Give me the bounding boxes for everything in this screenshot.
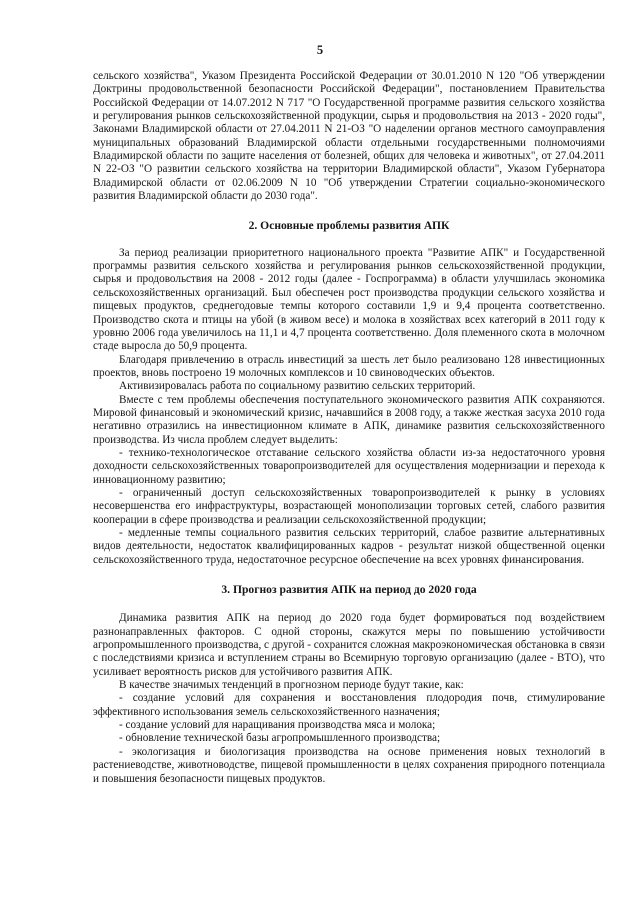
section-3-heading: 3. Прогноз развития АПК на период до 2020 года [221,583,477,597]
section-2-body [93,247,605,567]
list-item: - технико-технологическое отставание сельского хозяйства области из-за недостаточного уровня доходности сельскохозяйственных товаропроизводителей для осуществления модернизации и перехода к инновационному развитию; [93,446,605,486]
paragraph: Вместе с тем проблемы обеспечения поступательного экономического развития АПК сохраняются. Мировой финансовый и экономический кризис, начавшийся в 2008 году, а также жесткая засуха 2010 года негативно отразились на инвестиционном климате в АПК, динамике развития сельскохозяйственного производства. Из числа проблем следует выделить: [93,393,605,446]
list-item: - ограниченный доступ сельскохозяйственных товаропроизводителей к рынку в условиях несовершенства его инфраструктуры, возрастающей монополизации торговых сетей, слабого развития кооперации в сфере производства и реализации сельскохозяйственной продукции; [93,486,605,526]
intro-paragraph: сельского хозяйства", Указом Президента Российской Федерации от 30.01.2010 N 120 "Об утверждении Доктрины продовольственной безопасности Российской Федерации", постановлением Правительства Российской Федерации от 14.07.2012 N 717 "О Государственной программе развития сельского хозяйства и регулирования рынков сельскохозяйственной продукции, сырья и продовольствия на 2013 - 2020 годы", Законами Владимирской области от 27.04.2011 N 21-ОЗ "О наделении органов местного самоуправления муниципальных образований Владимирской области отдельными государственными полномочиями Владимирской области по защите населения от болезней, общих для человека и животных", от 27.04.2011 N 22-ОЗ "О развитии сельского хозяйства на территории Владимирской области", Указом Губернатора Владимирской области от 02.06.2009 N 10 "Об утверждении Стратегии социально-экономического развития Владимирской области до 2030 года". [93,70,605,203]
list-item: - создание условий для наращивания производства мяса и молока; [119,719,436,732]
page-number: 5 [316,43,324,57]
list-item: - создание условий для сохранения и восстановления плодородия почв, стимулирование эффективного использования земель сельскохозяйственного назначения; [93,692,605,718]
section-2-heading: 2. Основные проблемы развития АПК [248,219,450,233]
paragraph: Благодаря привлечению в отрасль инвестиций за шесть лет было реализовано 128 инвестиционных проектов, вновь построено 19 молочных комплексов и 10 свиноводческих объектов. [93,353,605,379]
section-3-body [93,612,605,785]
paragraph: За период реализации приоритетного национального проекта "Развитие АПК" и Государственной программы развития сельского хозяйства и регулирования рынков сельскохозяйственной продукции, сырья и продовольствия на 2008 - 2012 годы (далее - Госпрограмма) в области улучшилась экономика сельскохозяйственных организаций. Был обеспечен рост производства продукции сельского хозяйства и пищевых продуктов, среднегодовые темпы которого составили 1,9 и 9,4 процента соответственно. Производство скота и птицы на убой (в живом весе) и молока в хозяйствах всех категорий в 2011 году к уровню 2006 года увеличилось на 11,1 и 4,7 процента соответственно. Доля племенного скота в молочном стаде выросла до 50,9 процента. [93,246,605,353]
list-item: - экологизация и биологизация производства на основе применения новых технологий в растениеводстве, животноводстве, пищевой промышленности в целях сохранения природного потенциала и повышения безопасности пищевых продуктов. [93,745,605,785]
list-item: - обновление технической базы агропромышленного производства; [119,732,441,745]
list-item: - медленные темпы социального развития сельских территорий, слабое развитие альтернативных видов деятельности, недостаток квалифицированных кадров - результат низкой общественной оценки сельскохозяйственного труда, недостаточное ресурсное обеспечение на всех уровнях финансирования. [93,527,605,566]
document-body [93,70,605,786]
paragraph: В качестве значимых тенденций в прогнозном периоде будут такие, как: [119,679,464,692]
paragraph: Активизировалась работа по социальному развитию сельских территорий. [119,380,476,393]
paragraph: Динамика развития АПК на период до 2020 года будет формироваться под воздействием разнонаправленных факторов. С одной стороны, скажутся меры по повышению устойчивости агропромышленного производства, с другой - сохранится сложная макроэкономическая обстановка в связи с последствиями кризиса и вступлением страны во Всемирную торговую организацию (далее - ВТО), что усиливает вероятность рисков для устойчивого развития АПК. [93,612,605,678]
